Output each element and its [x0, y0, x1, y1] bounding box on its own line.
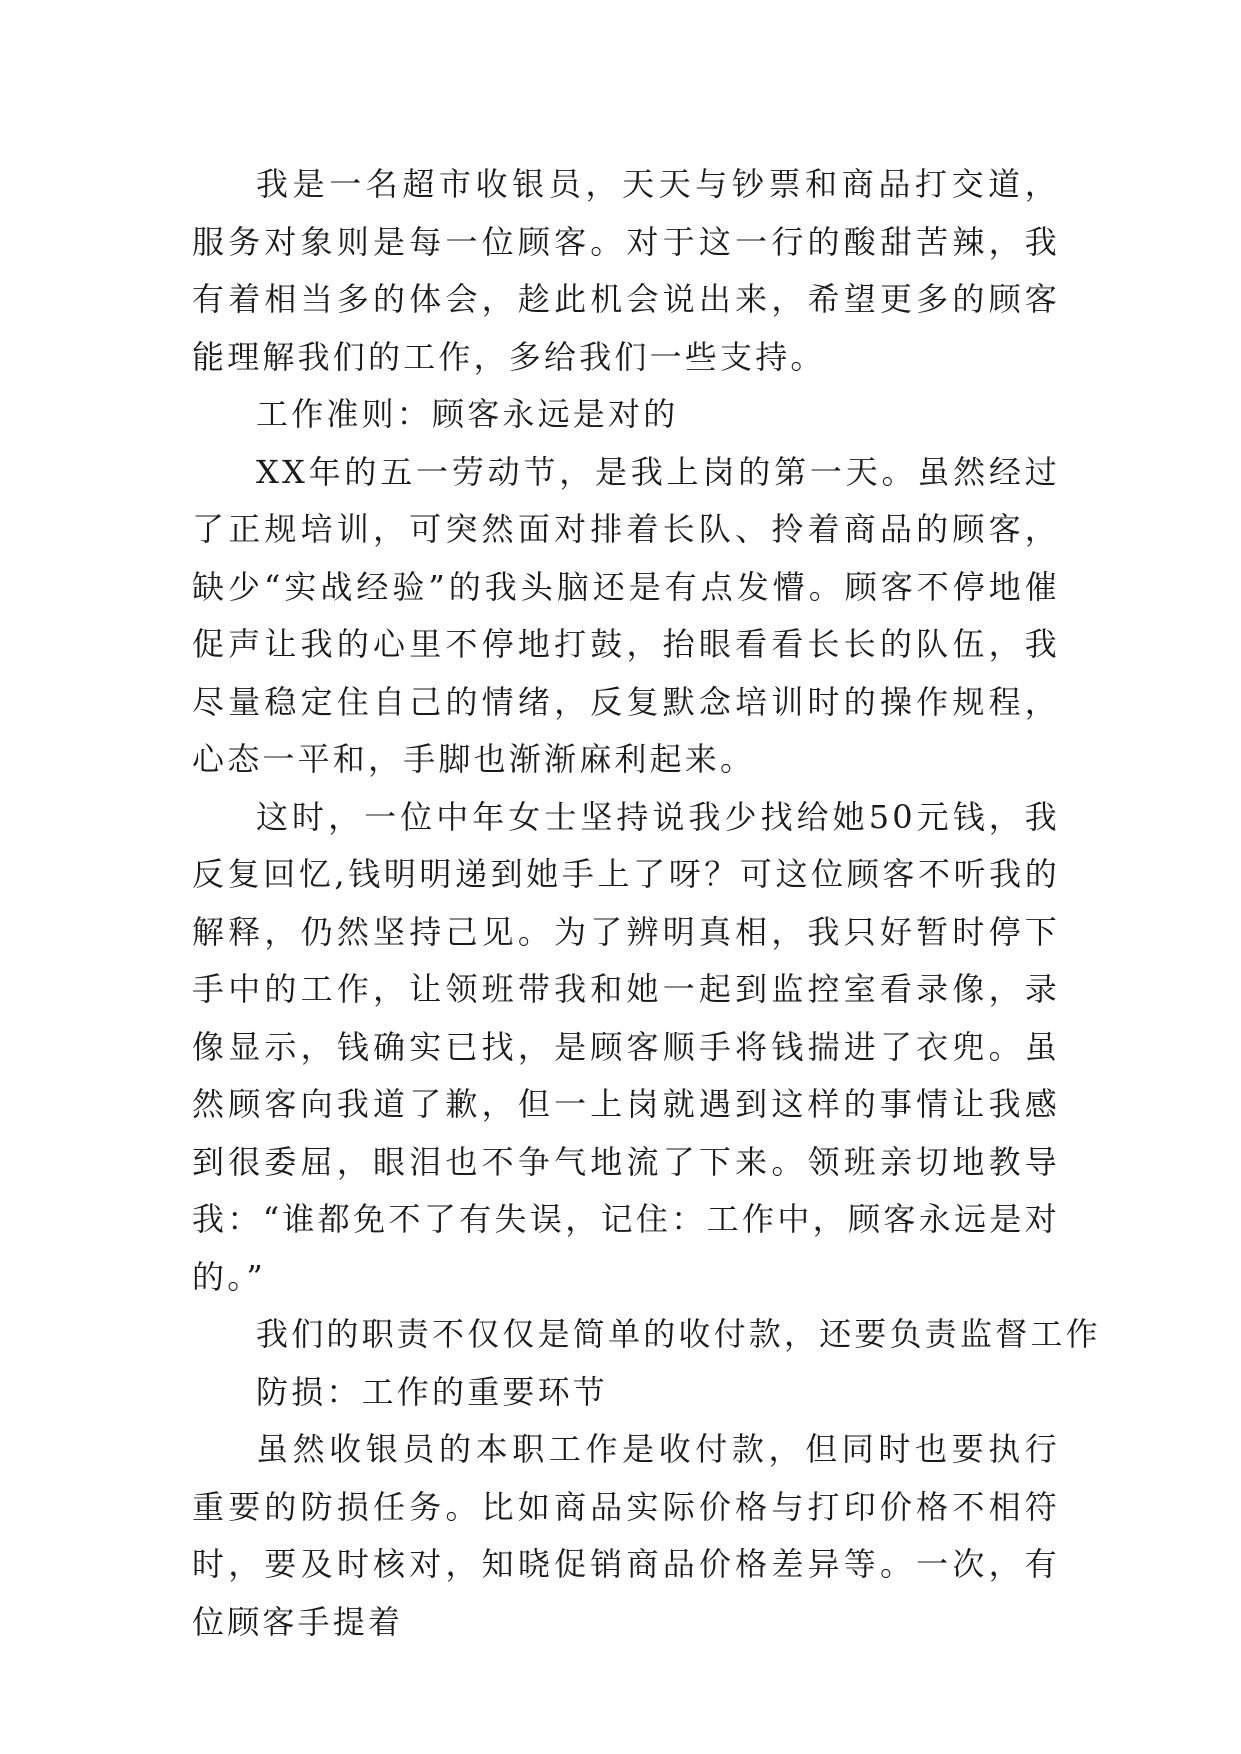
- body-paragraph: 这时，一位中年女士坚持说我少找给她50元钱，我反复回忆,钱明明递到她手上了呀？可这位顾客不听我的解释，仍然坚持己见。为了辨明真相，我只好暂时停下手中的工作，让领班带我和她一起到监控室看录像，录像显示，钱确实已找，是顾客顺手将钱揣进了衣兜。虽然顾客向我道了歉，但一上岗就遇到这样的事情让我感到很委屈，眼泪也不争气地流了下来。领班亲切地教导我：“谁都免不了有失误，记住：工作中，顾客永远是对的。”: [192, 797, 1060, 1296]
- section-heading: 工作准则：顾客永远是对的: [256, 395, 679, 433]
- body-paragraph: 我是一名超市收银员，天天与钞票和商品打交道，服务对象则是每一位顾客。对于这一行的酸甜苦辣，我有着相当多的体会，趁此机会说出来，希望更多的顾客能理解我们的工作，多给我们一些支持。: [192, 165, 1060, 376]
- section-heading: 我们的职责不仅仅是简单的收付款，还要负责监督工作: [256, 1315, 1101, 1353]
- section-heading: 防损：工作的重要环节: [256, 1372, 609, 1411]
- body-paragraph: 虽然收银员的本职工作是收付款，但同时也要执行重要的防损任务。比如商品实际价格与打印价格不相符时，要及时核对，知晓促销商品价格差异等。一次，有位顾客手提着: [192, 1430, 1060, 1641]
- body-paragraph: XX年的五一劳动节，是我上岗的第一天。虽然经过了正规培训，可突然面对排着长队、拎着商品的顾客，缺少“实战经验”的我头脑还是有点发懵。顾客不停地催促声让我的心里不停地打鼓，抬眼看看长长的队伍，我尽量稳定住自己的情绪，反复默念培训时的操作规程，心态一平和，手脚也渐渐麻利起来。: [192, 452, 1060, 778]
- document-page: [192, 156, 1101, 1651]
